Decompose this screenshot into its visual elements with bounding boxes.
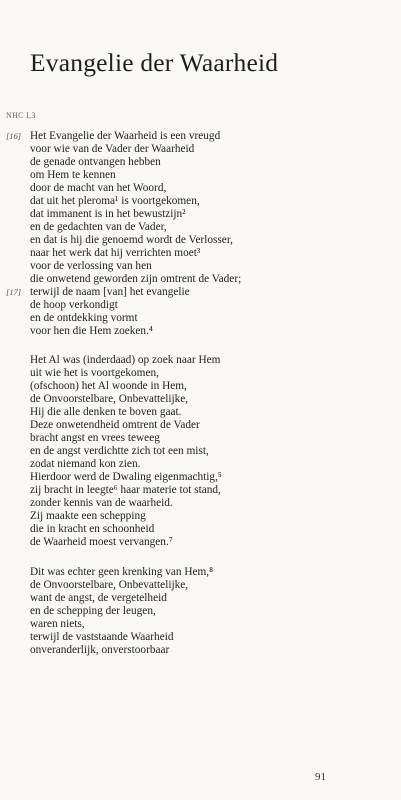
text-line: en de gedachten van de Vader, — [30, 221, 167, 233]
text-line: terwijl de vaststaande Waarheid — [30, 631, 174, 643]
text-line: door de macht van het Woord, — [30, 182, 167, 194]
text-line: en dat is hij die genoemd wordt de Verlosser, — [30, 234, 233, 246]
text-line: die onwetend geworden zijn omtrent de Vader; — [30, 273, 242, 285]
text-line: zodat niemand kon zien. — [30, 458, 141, 470]
text-line: (ofschoon) het Al woonde in Hem, — [30, 380, 187, 392]
text-line: Het Evangelie der Waarheid is een vreugd — [30, 130, 221, 142]
text-line: Hierdoor werd de Dwaling eigenmachtig,⁵ — [30, 471, 222, 483]
text-line: Het Al was (inderdaad) op zoek naar Hem — [30, 354, 221, 366]
text-line: en de angst verdichtte zich tot een mist, — [30, 445, 209, 457]
text-line: die in kracht en schoonheid — [30, 523, 155, 535]
text-line: voor de verlossing van hen — [30, 260, 152, 272]
text-line: onveranderlijk, onverstoorbaar — [30, 644, 170, 656]
text-line: de Waarheid moest vervangen.⁷ — [30, 536, 173, 548]
text-line: Zij maakte een schepping — [30, 510, 146, 522]
reference-label: NHC I,3 — [6, 111, 36, 120]
page-number: 91 — [315, 771, 326, 783]
text-line: bracht angst en vrees teweeg — [30, 432, 160, 444]
text-line: Hij die alle denken te boven gaat. — [30, 406, 182, 418]
text-line: zij bracht in leegte⁶ haar materie tot stand, — [30, 484, 221, 496]
text-line: want de angst, de vergetelheid — [30, 592, 167, 604]
text-line: dat uit het pleroma¹ is voortgekomen, — [30, 195, 200, 207]
text-line: Deze onwetendheid omtrent de Vader — [30, 419, 200, 431]
text-line: om Hem te kennen — [30, 169, 116, 181]
text-line: en de ontdekking vormt — [30, 312, 138, 324]
text-line: voor wie van de Vader der Waarheid — [30, 143, 195, 155]
text-line: Dit was echter geen krenking van Hem,⁸ — [30, 566, 214, 578]
text-line: uit wie het is voortgekomen, — [30, 367, 159, 379]
text-line: dat immanent is in het bewustzijn² — [30, 208, 186, 220]
text-line: zonder kennis van de waarheid. — [30, 497, 173, 509]
page-marker-16: [16] — [6, 131, 22, 141]
text-line: en de schepping der leugen, — [30, 605, 156, 617]
page-title: Evangelie der Waarheid — [30, 48, 279, 77]
text-line: de genade ontvangen hebben — [30, 156, 161, 168]
text-line: de Onvoorstelbare, Onbevattelijke, — [30, 579, 189, 591]
text-line: terwijl de naam [van] het evangelie — [30, 286, 190, 298]
text-line: naar het werk dat hij verrichten moet³ — [30, 247, 201, 259]
page-marker-17: [17] — [6, 287, 22, 297]
text-line: waren niets, — [30, 618, 85, 630]
text-line: voor hen die Hem zoeken.⁴ — [30, 325, 153, 337]
text-line: de hoop verkondigt — [30, 299, 118, 311]
text-line: de Onvoorstelbare, Onbevattelijke, — [30, 393, 189, 405]
